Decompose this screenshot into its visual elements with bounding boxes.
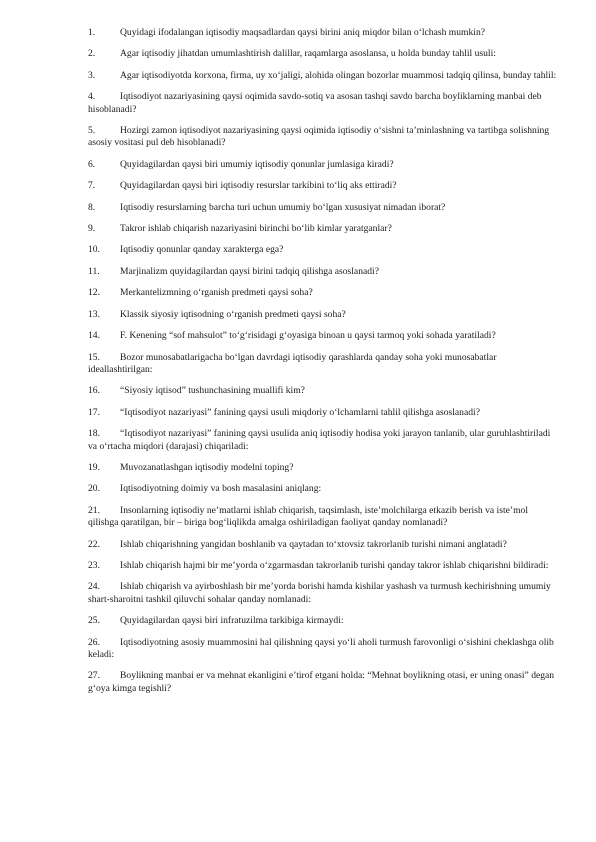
question-number: 13. <box>88 308 100 320</box>
question-item <box>88 180 558 192</box>
question-text: Takror ishlab chiqarish nazariyasini birinchi bo‘lib kimlar yaratganlar? <box>120 223 392 235</box>
question-item <box>88 385 558 397</box>
question-number: 14. <box>88 330 100 342</box>
question-number: 9. <box>88 223 96 235</box>
question-item <box>88 352 558 377</box>
question-item <box>88 428 558 453</box>
question-item <box>88 560 558 572</box>
question-text: “Siyosiy iqtisod” tushunchasining muallifi kim? <box>120 385 305 397</box>
question-text: Merkantelizmning o‘rganish predmeti qaysi soha? <box>120 287 313 299</box>
question-number: 16. <box>88 385 100 397</box>
question-item <box>88 539 558 551</box>
question-number: 10. <box>88 244 100 256</box>
question-text: Iqtisodiyotning doimiy va bosh masalasini aniqlang: <box>120 483 322 495</box>
question-text: Insonlarning iqtisodiy ne’matlarni ishlab chiqarish, taqsimlash, iste’molchilarga etkazib berish va iste’mol qilishga qaratilgan, bir – biriga bog‘liqlikda amalga oshiriladigan faoliyat qanday nomlanadi? <box>88 504 528 529</box>
question-number: 11. <box>88 265 100 277</box>
question-number: 7. <box>88 180 96 192</box>
question-number: 22. <box>88 538 100 550</box>
question-number: 18. <box>88 428 100 440</box>
question-item <box>88 330 558 342</box>
question-list <box>88 27 558 704</box>
question-item <box>88 223 558 235</box>
question-text: Iqtisodiy resurslarning barcha turi uchun umumiy bo‘lgan xususiyat nimadan iborat? <box>120 201 446 213</box>
question-number: 23. <box>88 559 100 571</box>
question-item <box>88 48 558 60</box>
question-item <box>88 309 558 321</box>
question-number: 24. <box>88 581 100 593</box>
question-number: 15. <box>88 351 100 363</box>
question-number: 27. <box>88 670 100 682</box>
question-text: “Iqtisodiyot nazariyasi” fanining qaysi usuli miqdoriy o‘lchamlarni tahlil qilishga asoslanadi? <box>120 406 480 418</box>
question-number: 12. <box>88 287 100 299</box>
question-text: Ishlab chiqarish hajmi bir me’yorda o‘zgarmasdan takrorlanib turishi qanday takror ishlab chiqarishni bildiradi: <box>120 559 549 571</box>
question-text: Agar iqtisodiyotda korxona, firma, uy xo‘jaligi, alohida olingan bozorlar muammosi tadqiq qilinsa, bunday tahlil: <box>120 69 557 81</box>
question-text: Quyidagilardan qaysi biri infratuzilma tarkibiga kirmaydi: <box>120 615 344 627</box>
question-number: 26. <box>88 636 100 648</box>
question-number: 3. <box>88 69 96 81</box>
question-item <box>88 91 558 116</box>
question-text: Marjinalizm quyidagilardan qaysi birini tadqiq qilishga asoslanadi? <box>120 265 379 277</box>
question-number: 1. <box>88 27 96 38</box>
question-number: 17. <box>88 406 100 418</box>
question-text: Agar iqtisodiy jihatdan umumlashtirish dalillar, raqamlarga asoslansa, u holda bunday tahlil usuli: <box>120 48 496 60</box>
question-item <box>88 287 558 299</box>
question-item <box>88 581 558 606</box>
question-text: Iqtisodiyot nazariyasining qaysi oqimida savdo-sotiq va asosan tashqi savdo barcha boyliklarning manbai deb hisoblanadi? <box>88 91 542 115</box>
question-item <box>88 505 558 530</box>
question-number: 20. <box>88 483 100 495</box>
question-item <box>88 483 558 495</box>
question-number: 19. <box>88 461 100 473</box>
question-item <box>88 637 558 662</box>
question-text: Klassik siyosiy iqtisodning o‘rganish predmeti qaysi soha? <box>120 308 346 320</box>
question-text: Iqtisodiyotning asosiy muammosini hal qilishning qaysi yo‘li aholi turmush farovonligi o‘sishini cheklashga olib keladi: <box>88 636 554 660</box>
question-text: Boylikning manbai er va mehnat ekanligini e’tirof etgani holda: “Mehnat boylikning otasi, er uning onasi” degan g‘oya kimga tegishli? <box>88 670 555 694</box>
question-number: 2. <box>88 48 96 60</box>
question-item <box>88 615 558 627</box>
question-number: 5. <box>88 125 96 137</box>
question-text: Hozirgi zamon iqtisodiyot nazariyasining qaysi oqimida iqtisodiy o‘sishni ta’minlashning va tartibga solishning asosiy vositasi pul deb hisoblanadi? <box>88 125 550 149</box>
question-item <box>88 125 558 150</box>
question-number: 21. <box>88 504 100 516</box>
question-text: Ishlab chiqarishning yangidan boshlanib va qaytadan to‘xtovsiz takrorlanib turishi nimani anglatadi? <box>120 538 507 550</box>
question-item <box>88 27 558 39</box>
question-item <box>88 266 558 278</box>
question-text: Bozor munosabatlarigacha bo‘lgan davrdagi iqtisodiy qarashlarda qanday soha yoki munosabatlar ideallashtirilgan: <box>88 351 497 375</box>
question-text: Quyidagilardan qaysi biri iqtisodiy resurslar tarkibini to‘liq aks ettiradi? <box>120 180 397 192</box>
question-item <box>88 244 558 256</box>
question-item <box>88 462 558 474</box>
question-number: 25. <box>88 615 100 627</box>
question-number: 4. <box>88 91 96 103</box>
question-text: Iqtisodiy qonunlar qanday xarakterga ega? <box>120 244 284 256</box>
question-text: “Iqtisodiyot nazariyasi” fanining qaysi usulida aniq iqtisodiy hodisa yoki jarayon tanlanib, ular guruhlashtiriladi va o‘rtacha miqdori (darajasi) chiqariladi: <box>88 428 551 452</box>
question-item <box>88 70 558 82</box>
question-text: F. Kenening “sof mahsulot” to‘g‘risidagi g‘oyasiga binoan u qaysi tarmoq yoki sohada yaratiladi? <box>120 330 496 342</box>
question-item <box>88 159 558 171</box>
question-item <box>88 670 558 695</box>
question-text: Quyidagi ifodalangan iqtisodiy maqsadlardan qaysi birini aniq miqdor bilan o‘lchash mumkin? <box>120 27 486 38</box>
question-text: Muvozanatlashgan iqtisodiy modelni toping? <box>120 461 294 473</box>
question-text: Quyidagilardan qaysi biri umumiy iqtisodiy qonunlar jumlasiga kiradi? <box>120 158 394 170</box>
question-number: 8. <box>88 201 96 213</box>
question-text: Ishlab chiqarish va ayirboshlash bir me’yorda borishi hamda kishilar yashash va turmush kechirishning umumiy shart-sharoitni tashkil qiluvchi sohalar qanday nomlanadi: <box>88 581 551 605</box>
question-item <box>88 407 558 419</box>
question-item <box>88 202 558 214</box>
question-number: 6. <box>88 158 96 170</box>
